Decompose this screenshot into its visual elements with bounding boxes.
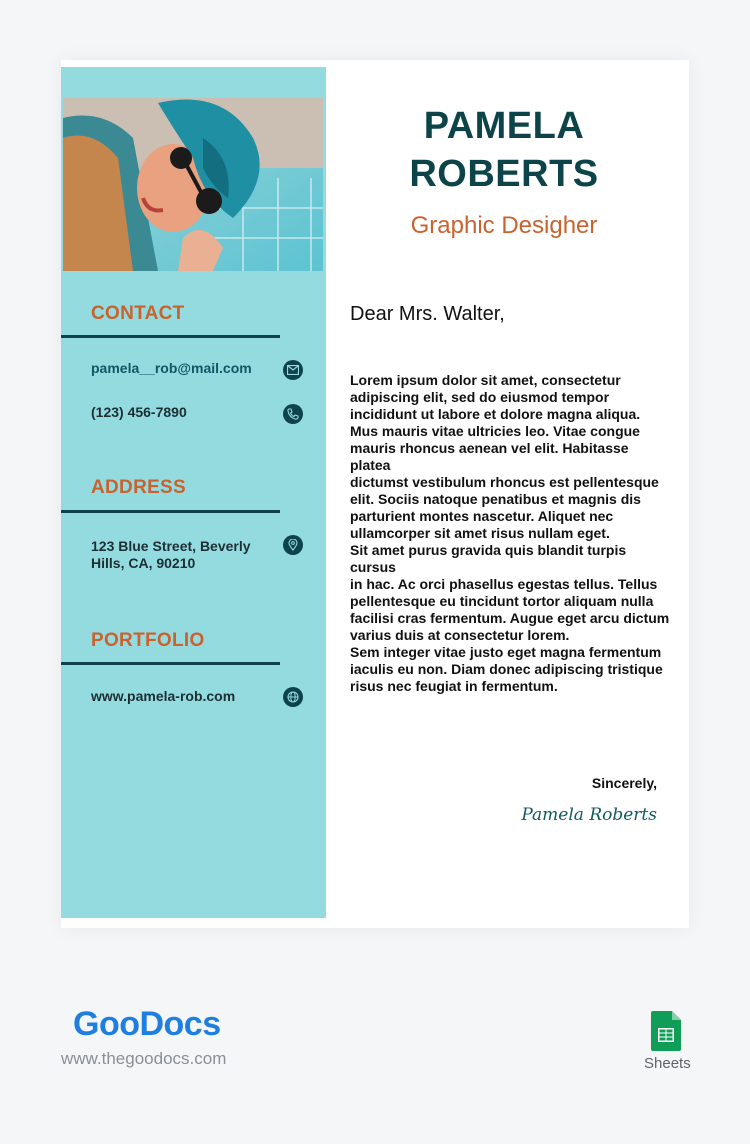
first-name: PAMELA bbox=[423, 105, 585, 147]
paragraph-line: mauris rhoncus aenean vel elit. Habitasse platea bbox=[350, 440, 629, 473]
paragraph-line: in hac. Ac orci phasellus egestas tellus. Tellus bbox=[350, 576, 658, 592]
profile-photo bbox=[63, 98, 323, 271]
google-sheets-icon[interactable] bbox=[651, 1011, 681, 1055]
letter-closing: Sincerely, bbox=[591, 775, 657, 791]
paragraph-line: risus nec feugiat in fermentum. bbox=[350, 678, 558, 694]
portfolio-heading: PORTFOLIO bbox=[91, 630, 205, 651]
job-title: Graphic Desigher bbox=[410, 212, 598, 239]
contact-heading: CONTACT bbox=[91, 303, 185, 324]
paragraph-line: Sit amet purus gravida quis blandit turpis cursus bbox=[350, 542, 627, 575]
letter-paragraph-3 bbox=[350, 644, 670, 695]
paragraph-line: iaculis eu non. Diam donec adipiscing tristique bbox=[350, 661, 663, 677]
address-line-2: Hills, CA, 90210 bbox=[91, 555, 196, 571]
letter-paragraph-1 bbox=[350, 372, 670, 542]
paragraph-line: ullamcorper sit amet risus nullam eget. bbox=[350, 525, 610, 541]
paragraph-line: Lorem ipsum dolor sit amet, consectetur bbox=[350, 372, 621, 388]
location-pin-icon bbox=[283, 535, 303, 555]
paragraph-line: parturient montes nascetur. Aliquet nec bbox=[350, 508, 614, 524]
phone-text[interactable]: (123) 456-7890 bbox=[91, 404, 187, 420]
goodocs-logo[interactable]: GooDocs bbox=[73, 1005, 221, 1043]
address-line-1: 123 Blue Street, Beverly bbox=[91, 538, 251, 554]
goodocs-url[interactable]: www.thegoodocs.com bbox=[61, 1049, 227, 1068]
paragraph-line: pellentesque eu tincidunt tortor aliquam nulla bbox=[350, 593, 654, 609]
sidebar bbox=[61, 67, 326, 918]
website-link[interactable]: www.pamela-rob.com bbox=[91, 688, 236, 704]
letter-greeting: Dear Mrs. Walter, bbox=[350, 303, 505, 325]
portfolio-divider bbox=[61, 662, 280, 665]
email-text[interactable]: pamela__rob@mail.com bbox=[91, 360, 252, 376]
paragraph-line: dictumst vestibulum rhoncus est pellentesque bbox=[350, 474, 659, 490]
globe-icon bbox=[283, 687, 303, 707]
paragraph-line: varius duis at consectetur lorem. bbox=[350, 627, 570, 643]
last-name: ROBERTS bbox=[409, 153, 599, 195]
full-name bbox=[361, 102, 647, 198]
resume-page bbox=[61, 60, 689, 928]
paragraph-line: elit. Sociis natoque penatibus et magnis dis bbox=[350, 491, 641, 507]
paragraph-line: incididunt ut labore et dolore magna aliqua. bbox=[350, 406, 641, 422]
paragraph-line: adipiscing elit, sed do eiusmod tempor bbox=[350, 389, 610, 405]
signature: Pamela Roberts bbox=[521, 805, 657, 825]
paragraph-line: facilisi cras fermentum. Augue eget arcu dictum bbox=[350, 610, 670, 626]
mail-icon bbox=[283, 360, 303, 380]
address-divider bbox=[61, 510, 280, 513]
letter-paragraph-2 bbox=[350, 542, 670, 644]
paragraph-line: Mus mauris vitae ultricies leo. Vitae congue bbox=[350, 423, 640, 439]
phone-icon bbox=[283, 404, 303, 424]
sheets-label: Sheets bbox=[644, 1055, 691, 1072]
contact-divider bbox=[61, 335, 280, 338]
address-heading: ADDRESS bbox=[91, 477, 187, 498]
paragraph-line: Sem integer vitae justo eget magna fermentum bbox=[350, 644, 662, 660]
